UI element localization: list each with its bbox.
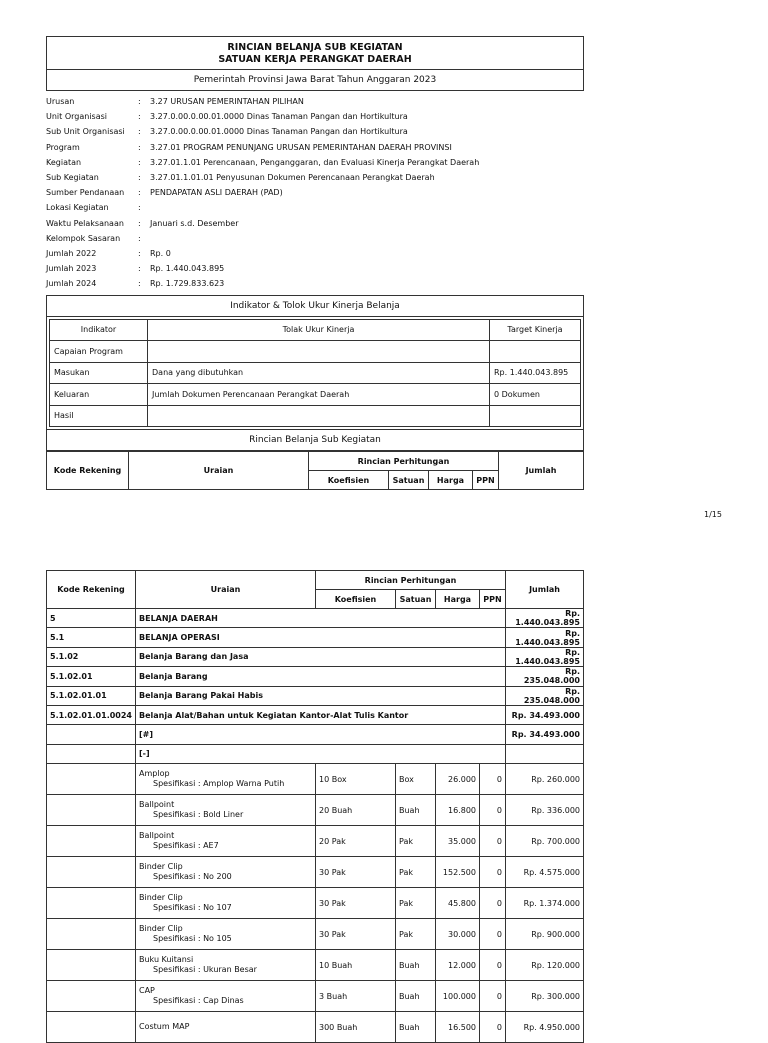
item-name: Buku Kuitansi — [139, 955, 194, 965]
indikator-cell: 0 Dokumen — [490, 384, 581, 406]
jumlah-cell: Rp. 235.048.000 — [506, 686, 584, 705]
info-colon: : — [138, 188, 141, 198]
harga-cell: 30.000 — [436, 919, 480, 950]
item-name: Ballpoint — [139, 831, 175, 841]
info-label: Waktu Pelaksanaan — [46, 218, 124, 228]
uraian-cell — [136, 857, 316, 888]
harga-cell: 152.500 — [436, 857, 480, 888]
rincian-header-table-page1 — [46, 451, 584, 490]
table-row — [47, 686, 584, 705]
item-spec: Spesifikasi : Amplop Warna Putih — [153, 779, 285, 789]
kode-cell: 5.1.02.01 — [47, 667, 136, 686]
info-value: PENDAPATAN ASLI DAERAH (PAD) — [150, 188, 283, 198]
indikator-cell: Jumlah Dokumen Perencanaan Perangkat Daerah — [148, 384, 490, 406]
table-row — [47, 744, 584, 763]
info-row — [46, 276, 584, 291]
info-value: Rp. 0 — [150, 249, 171, 259]
item-name: Amplop — [139, 769, 170, 779]
info-colon: : — [138, 127, 141, 137]
page-number: 1/15 — [704, 510, 722, 519]
rincian-perhitungan-header: Rincian Perhitungan — [309, 452, 499, 471]
table-row — [47, 725, 584, 744]
kode-cell — [47, 919, 136, 950]
info-label: Sub Kegiatan — [46, 173, 99, 183]
info-row — [46, 185, 584, 200]
table-row — [47, 609, 584, 628]
info-value: 3.27.01.1.01 Perencanaan, Penganggaran, dan Evaluasi Kinerja Perangkat Daerah — [150, 157, 480, 167]
kode-cell — [47, 795, 136, 826]
item-spec: Spesifikasi : No 200 — [153, 872, 232, 882]
rincian-section-title: Rincian Belanja Sub Kegiatan — [46, 430, 584, 451]
koefisien-cell: 10 Buah — [316, 950, 396, 981]
ppn-cell: 0 — [480, 981, 506, 1012]
info-value: Januari s.d. Desember — [150, 218, 239, 228]
indikator-row — [50, 405, 581, 427]
satuan-header: Satuan — [389, 471, 429, 490]
uraian-cell: Belanja Barang dan Jasa — [136, 647, 506, 666]
info-row — [46, 170, 584, 185]
koefisien-header: Koefisien — [309, 471, 389, 490]
ppn-cell: 0 — [480, 764, 506, 795]
kode-rekening-header: Kode Rekening — [47, 452, 129, 490]
indikator-cell — [490, 405, 581, 427]
kode-cell — [47, 744, 136, 763]
info-row — [46, 216, 584, 231]
ppn-cell: 0 — [480, 950, 506, 981]
indikator-header: Indikator — [50, 319, 148, 341]
kode-cell — [47, 981, 136, 1012]
uraian-cell — [136, 826, 316, 857]
indikator-row — [50, 341, 581, 363]
koefisien-cell: 30 Pak — [316, 919, 396, 950]
indikator-cell: Rp. 1.440.043.895 — [490, 362, 581, 384]
jumlah-header: Jumlah — [506, 571, 584, 609]
ppn-cell: 0 — [480, 1012, 506, 1043]
tolak-ukur-header: Tolak Ukur Kinerja — [148, 319, 490, 341]
koefisien-cell: 20 Pak — [316, 826, 396, 857]
info-row — [46, 231, 584, 246]
jumlah-cell: Rp. 300.000 — [506, 981, 584, 1012]
koefisien-cell: 3 Buah — [316, 981, 396, 1012]
indikator-table-wrap — [46, 317, 584, 431]
item-name: Costum MAP — [139, 1022, 190, 1032]
info-colon: : — [138, 279, 141, 289]
uraian-header: Uraian — [136, 571, 316, 609]
ppn-cell: 0 — [480, 888, 506, 919]
target-header: Target Kinerja — [490, 319, 581, 341]
jumlah-cell: Rp. 1.440.043.895 — [506, 628, 584, 647]
indikator-cell: Keluaran — [50, 384, 148, 406]
info-row — [46, 140, 584, 155]
item-spec: Spesifikasi : No 107 — [153, 903, 232, 913]
document-subtitle: Pemerintah Provinsi Jawa Barat Tahun Anggaran 2023 — [193, 75, 437, 85]
satuan-cell: Buah — [396, 981, 436, 1012]
uraian-cell — [136, 1012, 316, 1043]
ppn-cell: 0 — [480, 795, 506, 826]
info-label: Urusan — [46, 97, 75, 106]
indikator-cell — [490, 341, 581, 363]
info-colon: : — [138, 142, 141, 152]
satuan-header: Satuan — [396, 590, 436, 609]
item-row — [47, 888, 584, 919]
item-row — [47, 857, 584, 888]
koefisien-cell: 30 Pak — [316, 888, 396, 919]
item-name: Binder Clip — [139, 893, 183, 903]
jumlah-cell: Rp. 235.048.000 — [506, 667, 584, 686]
item-spec: Spesifikasi : Bold Liner — [153, 810, 244, 820]
kode-cell: 5.1 — [47, 628, 136, 647]
satuan-cell: Buah — [396, 1012, 436, 1043]
info-label: Jumlah 2024 — [46, 279, 97, 289]
satuan-cell: Buah — [396, 950, 436, 981]
info-row — [46, 155, 584, 170]
item-spec: Spesifikasi : Ukuran Besar — [153, 965, 257, 975]
uraian-cell: [#] — [136, 725, 506, 744]
info-row — [46, 109, 584, 124]
info-colon: : — [138, 264, 141, 274]
info-colon: : — [138, 97, 141, 106]
jumlah-cell: Rp. 1.374.000 — [506, 888, 584, 919]
kode-cell — [47, 857, 136, 888]
koefisien-cell: 20 Buah — [316, 795, 396, 826]
kode-cell: 5 — [47, 609, 136, 628]
ppn-header: PPN — [480, 590, 506, 609]
item-name: CAP — [139, 986, 155, 996]
uraian-cell — [136, 888, 316, 919]
jumlah-header: Jumlah — [499, 452, 584, 490]
table-row — [47, 647, 584, 666]
info-row — [46, 124, 584, 139]
kode-cell — [47, 725, 136, 744]
info-value — [150, 231, 584, 246]
item-row — [47, 826, 584, 857]
item-row — [47, 1012, 584, 1043]
harga-header: Harga — [429, 471, 473, 490]
jumlah-cell: Rp. 336.000 — [506, 795, 584, 826]
info-value: 3.27.0.00.0.00.01.0000 Dinas Tanaman Pangan dan Hortikultura — [150, 127, 408, 137]
harga-cell: 16.500 — [436, 1012, 480, 1043]
info-colon: : — [138, 173, 141, 183]
indikator-cell: Hasil — [50, 405, 148, 427]
jumlah-cell: Rp. 260.000 — [506, 764, 584, 795]
uraian-cell — [136, 950, 316, 981]
jumlah-cell: Rp. 34.493.000 — [506, 725, 584, 744]
info-label: Kegiatan — [46, 157, 82, 167]
indikator-cell: Dana yang dibutuhkan — [148, 362, 490, 384]
page-1 — [46, 36, 584, 490]
indikator-cell — [148, 405, 490, 427]
info-value: 3.27.01 PROGRAM PENUNJANG URUSAN PEMERINTAHAN DAERAH PROVINSI — [150, 142, 452, 152]
info-value: 3.27.0.00.0.00.01.0000 Dinas Tanaman Pangan dan Hortikultura — [150, 112, 408, 122]
info-label: Lokasi Kegiatan — [46, 203, 109, 213]
item-row — [47, 950, 584, 981]
item-name: Binder Clip — [139, 862, 183, 872]
jumlah-cell: Rp. 700.000 — [506, 826, 584, 857]
koefisien-cell: 30 Pak — [316, 857, 396, 888]
satuan-cell: Pak — [396, 888, 436, 919]
info-label: Jumlah 2022 — [46, 249, 97, 259]
uraian-cell: Belanja Barang — [136, 667, 506, 686]
koefisien-cell: 300 Buah — [316, 1012, 396, 1043]
jumlah-cell: Rp. 1.440.043.895 — [506, 609, 584, 628]
uraian-cell — [136, 981, 316, 1012]
uraian-cell: BELANJA OPERASI — [136, 628, 506, 647]
info-value: Rp. 1.729.833.623 — [150, 279, 225, 289]
item-spec: Spesifikasi : Cap Dinas — [153, 996, 244, 1006]
uraian-cell — [136, 919, 316, 950]
uraian-cell — [136, 795, 316, 826]
info-value: Rp. 1.440.043.895 — [150, 264, 225, 274]
jumlah-cell: Rp. 900.000 — [506, 919, 584, 950]
ppn-cell: 0 — [480, 919, 506, 950]
jumlah-cell: Rp. 1.440.043.895 — [506, 647, 584, 666]
table-row — [47, 628, 584, 647]
uraian-header: Uraian — [129, 452, 309, 490]
jumlah-cell — [506, 744, 584, 763]
info-colon: : — [138, 157, 141, 167]
jumlah-cell: Rp. 120.000 — [506, 950, 584, 981]
harga-cell: 16.800 — [436, 795, 480, 826]
ppn-cell: 0 — [480, 857, 506, 888]
info-colon: : — [138, 203, 141, 213]
document-header — [46, 36, 584, 91]
kode-cell — [47, 826, 136, 857]
uraian-cell: [-] — [136, 744, 506, 763]
satuan-cell: Pak — [396, 919, 436, 950]
item-row — [47, 919, 584, 950]
indikator-cell: Capaian Program — [50, 341, 148, 363]
kode-cell — [47, 950, 136, 981]
indikator-cell — [148, 341, 490, 363]
ppn-cell: 0 — [480, 826, 506, 857]
satuan-cell: Buah — [396, 795, 436, 826]
kode-cell — [47, 764, 136, 795]
table-row — [47, 667, 584, 686]
rincian-table — [46, 570, 584, 1043]
harga-cell: 100.000 — [436, 981, 480, 1012]
info-label: Sub Unit Organisasi — [46, 127, 125, 137]
info-label: Kelompok Sasaran — [46, 233, 121, 243]
uraian-cell — [136, 764, 316, 795]
kode-cell: 5.1.02 — [47, 647, 136, 666]
indikator-section-title: Indikator & Tolok Ukur Kinerja Belanja — [46, 295, 584, 317]
info-row — [46, 200, 584, 215]
item-row — [47, 981, 584, 1012]
item-spec: Spesifikasi : No 105 — [153, 934, 232, 944]
indikator-table — [49, 319, 581, 428]
info-value: 3.27 URUSAN PEMERINTAHAN PILIHAN — [150, 97, 304, 106]
jumlah-cell: Rp. 4.950.000 — [506, 1012, 584, 1043]
kode-rekening-header: Kode Rekening — [47, 571, 136, 609]
info-label: Sumber Pendanaan — [46, 188, 125, 198]
harga-cell: 12.000 — [436, 950, 480, 981]
item-row — [47, 764, 584, 795]
info-label: Jumlah 2023 — [46, 264, 97, 274]
satuan-cell: Pak — [396, 826, 436, 857]
item-row — [47, 795, 584, 826]
harga-cell: 35.000 — [436, 826, 480, 857]
rincian-perhitungan-header: Rincian Perhitungan — [316, 571, 506, 590]
harga-cell: 26.000 — [436, 764, 480, 795]
kode-cell — [47, 888, 136, 919]
info-value: 3.27.01.1.01.01 Penyusunan Dokumen Perencanaan Perangkat Daerah — [150, 173, 435, 183]
document-title: RINCIAN BELANJA SUB KEGIATAN SATUAN KERJA PERANGKAT DAERAH — [47, 37, 583, 70]
jumlah-cell: Rp. 34.493.000 — [506, 705, 584, 724]
info-colon: : — [138, 218, 141, 228]
ppn-header: PPN — [473, 471, 499, 490]
indikator-row — [50, 384, 581, 406]
kode-cell: 5.1.02.01.01 — [47, 686, 136, 705]
indikator-cell: Masukan — [50, 362, 148, 384]
info-row — [46, 261, 584, 276]
page-2 — [46, 570, 584, 1043]
info-row — [46, 246, 584, 261]
item-name: Binder Clip — [139, 924, 183, 934]
satuan-cell: Box — [396, 764, 436, 795]
indikator-row — [50, 362, 581, 384]
uraian-cell: BELANJA DAERAH — [136, 609, 506, 628]
info-label: Program — [46, 142, 80, 152]
harga-cell: 45.800 — [436, 888, 480, 919]
uraian-cell: Belanja Alat/Bahan untuk Kegiatan Kantor-Alat Tulis Kantor — [136, 705, 506, 724]
harga-header: Harga — [436, 590, 480, 609]
info-colon: : — [138, 249, 141, 259]
koefisien-header: Koefisien — [316, 590, 396, 609]
kode-cell — [47, 1012, 136, 1043]
satuan-cell: Pak — [396, 857, 436, 888]
uraian-cell: Belanja Barang Pakai Habis — [136, 686, 506, 705]
info-colon: : — [138, 233, 141, 243]
koefisien-cell: 10 Box — [316, 764, 396, 795]
item-spec: Spesifikasi : AE7 — [153, 841, 219, 851]
table-row — [47, 705, 584, 724]
info-colon: : — [138, 112, 141, 122]
item-name: Ballpoint — [139, 800, 175, 810]
info-row — [46, 94, 584, 109]
info-list — [46, 94, 584, 292]
info-value — [150, 200, 584, 215]
jumlah-cell: Rp. 4.575.000 — [506, 857, 584, 888]
kode-cell: 5.1.02.01.01.0024 — [47, 705, 136, 724]
info-label: Unit Organisasi — [46, 112, 108, 122]
